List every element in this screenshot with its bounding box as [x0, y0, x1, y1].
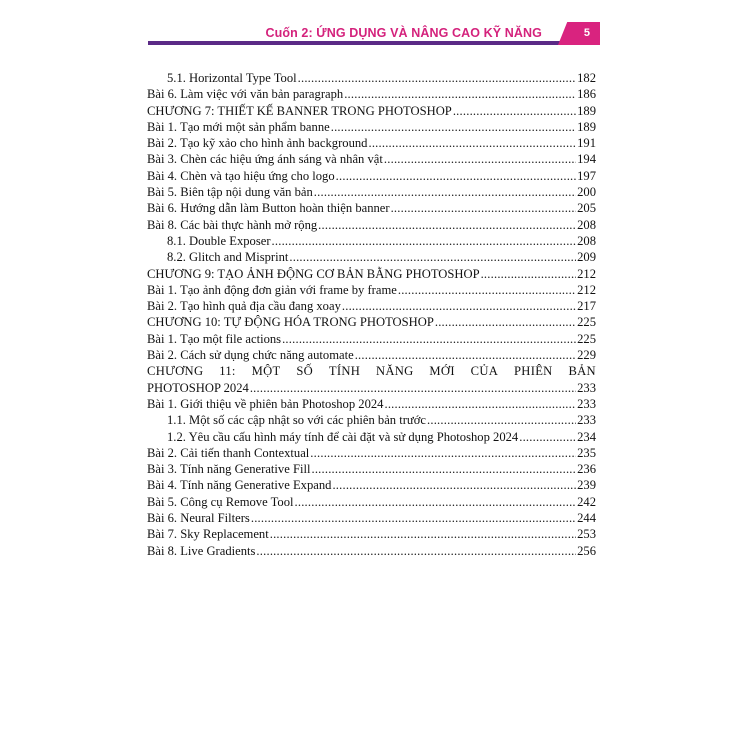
toc-entry[interactable] — [147, 200, 596, 216]
leader-dots — [251, 510, 576, 526]
toc-entry-label: Bài 5. Biên tập nội dung văn bản — [147, 185, 313, 200]
toc-entry-label: CHƯƠNG 7: THIẾT KẾ BANNER TRONG PHOTOSHOP — [147, 103, 452, 118]
leader-dots — [368, 135, 576, 151]
toc-entry-label: 1.1. Một số các cập nhật so với các phiên bản trước — [167, 413, 426, 428]
leader-dots — [295, 494, 577, 510]
chapter-11-word: 11: — [219, 364, 236, 379]
page-number-tab — [558, 22, 600, 45]
leader-dots — [481, 266, 577, 282]
toc-page-number: 189 — [577, 119, 596, 134]
leader-dots — [270, 526, 576, 542]
toc-page-number: 212 — [577, 266, 596, 281]
book-title: Cuốn 2: ỨNG DỤNG VÀ NÂNG CAO KỸ NĂNG — [265, 26, 542, 40]
toc-page-number: 189 — [577, 103, 596, 118]
toc-page-number: 209 — [577, 250, 596, 265]
toc-entry[interactable] — [147, 510, 596, 526]
chapter-11-word: MỘT — [251, 364, 281, 379]
toc-page-number: 200 — [577, 185, 596, 200]
toc-entry-label: 8.1. Double Exposer — [167, 233, 271, 248]
leader-dots — [384, 396, 576, 412]
toc-page-number: 235 — [577, 445, 596, 460]
toc-entry[interactable] — [147, 298, 596, 314]
toc-entry[interactable] — [147, 217, 596, 233]
toc-page-number: 236 — [577, 462, 596, 477]
toc-entry[interactable] — [147, 282, 596, 298]
toc-page-number: 197 — [577, 168, 596, 183]
chapter-11-title-line-1 — [147, 363, 596, 379]
toc-entry-label: 5.1. Horizontal Type Tool — [167, 71, 297, 85]
toc-page-number: 244 — [577, 511, 596, 526]
toc-entry-label: Bài 8. Live Gradients — [147, 543, 256, 558]
toc-page-number: 242 — [577, 494, 596, 509]
toc-entry-label: Bài 1. Tạo mới một sản phẩm banne — [147, 119, 330, 134]
toc-entry-label: Bài 6. Làm việc với văn bản paragraph — [147, 87, 344, 102]
chapter-11-word: NĂNG — [375, 364, 414, 379]
toc-entry[interactable] — [147, 412, 596, 428]
toc-entry[interactable] — [147, 233, 596, 249]
toc-page-number: 182 — [577, 71, 596, 85]
leader-dots — [342, 298, 576, 314]
toc-page-number: 217 — [577, 299, 596, 314]
leader-dots — [332, 477, 576, 493]
toc-entry-label: Bài 4. Chèn và tạo hiệu ứng cho logo — [147, 168, 335, 183]
toc-entry[interactable] — [147, 494, 596, 510]
chapter-11-word: BẢN — [568, 364, 596, 379]
toc-entry-label: Bài 6. Hướng dẫn làm Button hoàn thiện banner — [147, 201, 390, 216]
toc-entry-label: Bài 2. Tạo hình quả địa cầu đang xoay — [147, 299, 341, 314]
toc-entry[interactable] — [147, 526, 596, 542]
toc-entry[interactable] — [147, 396, 596, 412]
toc-page-number: 234 — [577, 429, 596, 444]
chapter-11-word: MỚI — [429, 364, 455, 379]
chapter-11-word: SỐ — [296, 364, 314, 379]
toc-page-number: 233 — [577, 413, 596, 428]
toc-page-number: 191 — [577, 136, 596, 151]
leader-dots — [318, 217, 576, 233]
toc-entry-label: Bài 2. Tạo kỹ xảo cho hình ảnh background — [147, 136, 368, 151]
toc-page-number: 212 — [577, 282, 596, 297]
toc-entry-chapter-11[interactable] — [147, 363, 596, 396]
leader-dots — [331, 119, 576, 135]
toc-page-number: 253 — [577, 527, 596, 542]
leader-dots — [311, 461, 576, 477]
leader-dots — [398, 282, 576, 298]
toc-entry-label: Bài 1. Tạo ảnh động đơn giản với frame by frame — [147, 282, 397, 297]
toc-entry[interactable] — [147, 445, 596, 461]
page-header — [148, 22, 600, 48]
toc-entry-label: Bài 7. Sky Replacement — [147, 527, 269, 542]
toc-entry-label: Bài 2. Cải tiến thanh Contextual — [147, 445, 310, 460]
leader-dots — [289, 249, 576, 265]
toc-page-number: 256 — [577, 543, 596, 558]
chapter-11-word: CỦA — [470, 364, 499, 379]
toc-entry[interactable] — [147, 477, 596, 493]
toc-entry[interactable] — [147, 86, 596, 102]
toc-entry-label: Bài 6. Neural Filters — [147, 511, 250, 526]
toc-page-number: 225 — [577, 331, 596, 346]
toc-part-2 — [147, 396, 596, 559]
toc-entry-label: Bài 3. Tính năng Generative Fill — [147, 462, 311, 477]
toc-entry-label: CHƯƠNG 10: TỰ ĐỘNG HÓA TRONG PHOTOSHOP — [147, 315, 434, 330]
toc-entry[interactable] — [147, 184, 596, 200]
leader-dots — [250, 380, 576, 396]
toc-entry-label: Bài 1. Tạo một file actions — [147, 331, 282, 346]
leader-dots — [256, 543, 576, 559]
toc-page-number: 233 — [577, 380, 596, 395]
chapter-11-word: CHƯƠNG — [147, 364, 204, 379]
leader-dots — [384, 151, 576, 167]
toc-entry[interactable] — [147, 429, 596, 445]
toc-entry[interactable] — [147, 70, 596, 86]
leader-dots — [435, 314, 576, 330]
toc-page-number: 208 — [577, 217, 596, 232]
toc-entry-label: 8.2. Glitch and Misprint — [167, 250, 289, 265]
leader-dots — [336, 168, 576, 184]
toc-page-number: 208 — [577, 233, 596, 248]
chapter-11-title-line-2: PHOTOSHOP 2024 — [147, 380, 249, 395]
leader-dots — [427, 412, 576, 428]
leader-dots — [344, 86, 576, 102]
toc-page-number: 233 — [577, 396, 596, 411]
toc-entry[interactable] — [147, 249, 596, 265]
toc-page-number: 239 — [577, 478, 596, 493]
table-of-contents — [147, 70, 596, 559]
toc-entry-label: Bài 2. Cách sử dụng chức năng automate — [147, 348, 354, 363]
leader-dots — [519, 429, 576, 445]
toc-entry[interactable] — [147, 103, 596, 119]
toc-part-1 — [147, 70, 596, 363]
leader-dots — [310, 445, 576, 461]
chapter-11-word: PHIÊN — [514, 364, 553, 379]
chapter-11-word: TÍNH — [328, 364, 361, 379]
leader-dots — [355, 347, 576, 363]
leader-dots — [272, 233, 577, 249]
toc-entry[interactable] — [147, 347, 596, 363]
toc-entry-label: Bài 8. Các bài thực hành mở rộng — [147, 217, 318, 232]
leader-dots — [314, 184, 576, 200]
toc-entry-label: Bài 5. Công cụ Remove Tool — [147, 494, 294, 509]
leader-dots — [282, 331, 576, 347]
toc-entry[interactable] — [147, 119, 596, 135]
leader-dots — [298, 70, 576, 86]
page-number: 5 — [583, 27, 590, 39]
toc-entry[interactable] — [147, 543, 596, 559]
toc-page-number: 205 — [577, 201, 596, 216]
toc-page-number: 186 — [577, 87, 596, 102]
leader-dots — [391, 200, 577, 216]
toc-entry-label: Bài 3. Chèn các hiệu ứng ánh sáng và nhân vật — [147, 152, 383, 167]
toc-page-number: 225 — [577, 315, 596, 330]
toc-entry[interactable] — [147, 314, 596, 330]
toc-entry-label: Bài 4. Tính năng Generative Expand — [147, 478, 332, 493]
toc-entry[interactable] — [147, 461, 596, 477]
toc-entry[interactable] — [147, 151, 596, 167]
toc-page-number: 194 — [577, 152, 596, 167]
toc-entry[interactable] — [147, 331, 596, 347]
toc-entry-label: 1.2. Yêu cầu cấu hình máy tính để cài đặt và sử dụng Photoshop 2024 — [167, 429, 519, 444]
header-rule — [148, 41, 578, 45]
leader-dots — [453, 103, 576, 119]
toc-page-number: 229 — [577, 348, 596, 363]
toc-entry-label: CHƯƠNG 9: TẠO ẢNH ĐỘNG CƠ BẢN BẰNG PHOTOSHOP — [147, 266, 480, 281]
toc-entry[interactable] — [147, 135, 596, 151]
toc-entry[interactable] — [147, 168, 596, 184]
toc-entry[interactable] — [147, 266, 596, 282]
toc-entry-label: Bài 1. Giới thiệu về phiên bản Photoshop 2024 — [147, 396, 384, 411]
